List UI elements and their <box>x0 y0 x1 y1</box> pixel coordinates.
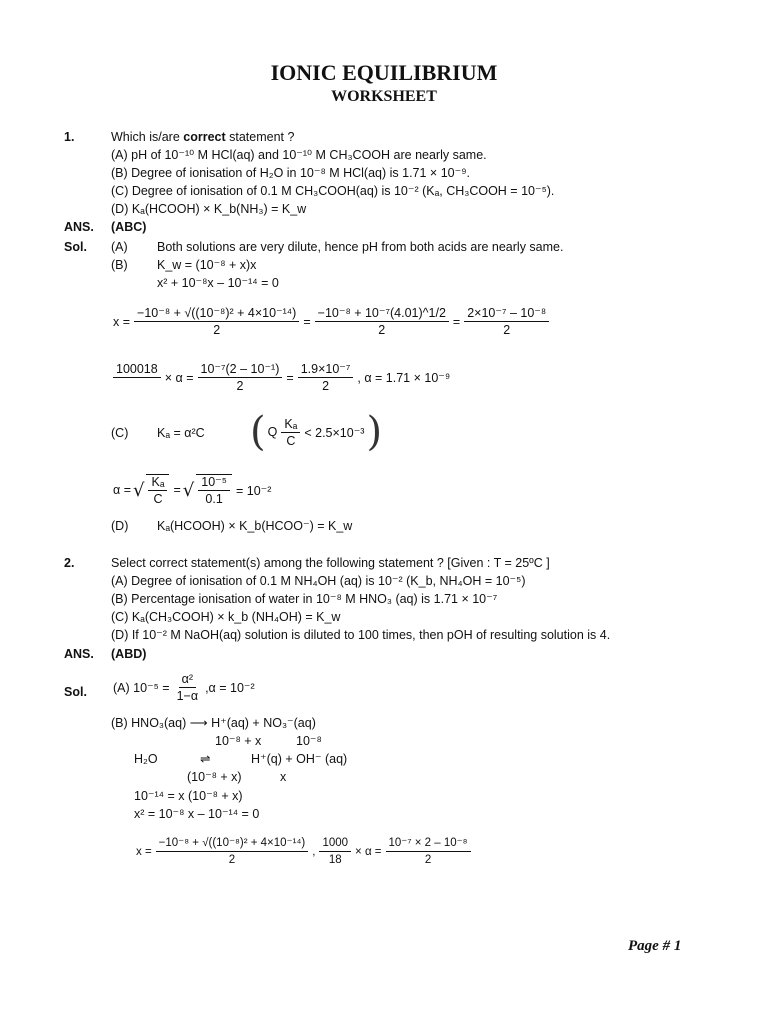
solution-part-tag: (D) <box>111 519 129 533</box>
answer-value: (ABD) <box>111 647 147 661</box>
equation-line: K_w = (10⁻⁸ + x)x <box>157 258 257 272</box>
concentration: (10⁻⁸ + x) <box>187 770 242 784</box>
answer-label: ANS. <box>64 220 94 234</box>
solution-label: Sol. <box>64 685 87 699</box>
option-c: (C) Kₐ(CH₃COOH) × k_b (NH₄OH) = K_w <box>111 610 341 624</box>
option-a: (A) pH of 10⁻¹⁰ M HCl(aq) and 10⁻¹⁰ M CH₃COOH are nearly same. <box>111 148 487 162</box>
equation-line: x² = 10⁻⁸ x – 10⁻¹⁴ = 0 <box>134 807 260 821</box>
page-title: IONIC EQUILIBRIUM <box>270 60 498 85</box>
equation-alpha: 100018 × α = $\frac{\text{10⁻⁷(2 – 10⁻¹)}}{2}$ = $\frac{\text{1.9×10⁻⁷}}{2}$ , α = 1.71 × 10⁻⁹ <box>111 362 452 393</box>
equation-line: Kₐ(HCOOH) × K_b(HCOO⁻) = K_w <box>157 519 353 533</box>
equation-line: Kₐ = α²C <box>157 426 205 440</box>
solution-part-tag: (A) <box>111 240 128 254</box>
concentration: x <box>280 770 287 784</box>
page-number: Page # 1 <box>628 938 682 954</box>
solution-part-text: Both solutions are very dilute, hence pH from both acids are nearly same. <box>157 240 564 254</box>
page-subtitle: WORKSHEET <box>331 88 437 105</box>
equation-quadratic: x = $\frac{\text{−10⁻⁸ + √((10⁻⁸)² + 4×10⁻¹⁴)}}{2}$ = $\frac{\text{−10⁻⁸ + 10⁻⁷(4.01)\textasciicircum{}1/2}}{2}$ = $\frac{\text{2×10⁻⁷ – 10⁻⁸}}{2}$ <box>111 306 551 337</box>
equation-degree: (A) 10⁻⁵ = $\frac{\text{α²}}{1-\alpha}$ ,α = 10⁻² <box>113 672 255 703</box>
solution-part-tag: (B) <box>111 258 128 272</box>
option-a: (A) Degree of ionisation of 0.1 M NH₄OH (aq) is 10⁻² (K_b, NH₄OH = 10⁻⁵) <box>111 574 526 588</box>
question-text: Which is/are correct statement ? <box>111 130 295 144</box>
solution-label: Sol. <box>64 240 87 254</box>
solution-part-tag: (C) <box>111 426 129 440</box>
question-number: 1. <box>64 130 75 144</box>
concentration: 10⁻⁸ <box>296 734 322 748</box>
option-c: (C) Degree of ionisation of 0.1 M CH₃COOH(aq) is 10⁻² (Kₐ, CH₃COOH = 10⁻⁵). <box>111 184 555 198</box>
concentration: 10⁻⁸ + x <box>215 734 262 748</box>
equation-line: x² + 10⁻⁸x – 10⁻¹⁴ = 0 <box>157 276 279 290</box>
equilibrium-symbol: ⇌ <box>200 752 211 766</box>
answer-label: ANS. <box>64 647 94 661</box>
option-d: (D) If 10⁻² M NaOH(aq) solution is diluted to 100 times, then pOH of resulting solution is 4. <box>111 628 611 642</box>
option-b: (B) Degree of ionisation of H₂O in 10⁻⁸ M HCl(aq) is 1.71 × 10⁻⁹. <box>111 166 471 180</box>
reaction-line: (B) HNO₃(aq) ⟶ H⁺(aq) + NO₃⁻(aq) <box>111 716 316 730</box>
option-b: (B) Percentage ionisation of water in 10⁻⁸ M HNO₃ (aq) is 1.71 × 10⁻⁷ <box>111 592 498 606</box>
equation-line: 10⁻¹⁴ = x (10⁻⁸ + x) <box>134 789 243 803</box>
condition-bracket: ( Q $\frac{\text{Kₐ}}{C}$ < 2.5×10⁻³ ) <box>250 409 383 455</box>
equation-alpha-root: α = √ $\frac{\text{Kₐ}}{C}$ = √ $\frac{\text{10⁻⁵}}{0.1}$ = 10⁻² <box>113 475 272 506</box>
reactant: H₂O <box>134 752 158 766</box>
answer-value: (ABC) <box>111 220 147 234</box>
products: H⁺(q) + OH⁻ (aq) <box>251 752 348 766</box>
equation-final: x = $\frac{\text{−10⁻⁸ + √((10⁻⁸)² + 4×10⁻¹⁴)}}{2}$ , $\frac{1000}{18}$ × α = $\frac{\text{10⁻⁷ × 2 – 10⁻⁸}}{2}$ <box>134 836 473 867</box>
option-d: (D) Kₐ(HCOOH) × K_b(NH₃) = K_w <box>111 202 307 216</box>
question-text: Select correct statement(s) among the following statement ? [Given : T = 25ºC ] <box>111 556 550 570</box>
question-number: 2. <box>64 556 75 570</box>
